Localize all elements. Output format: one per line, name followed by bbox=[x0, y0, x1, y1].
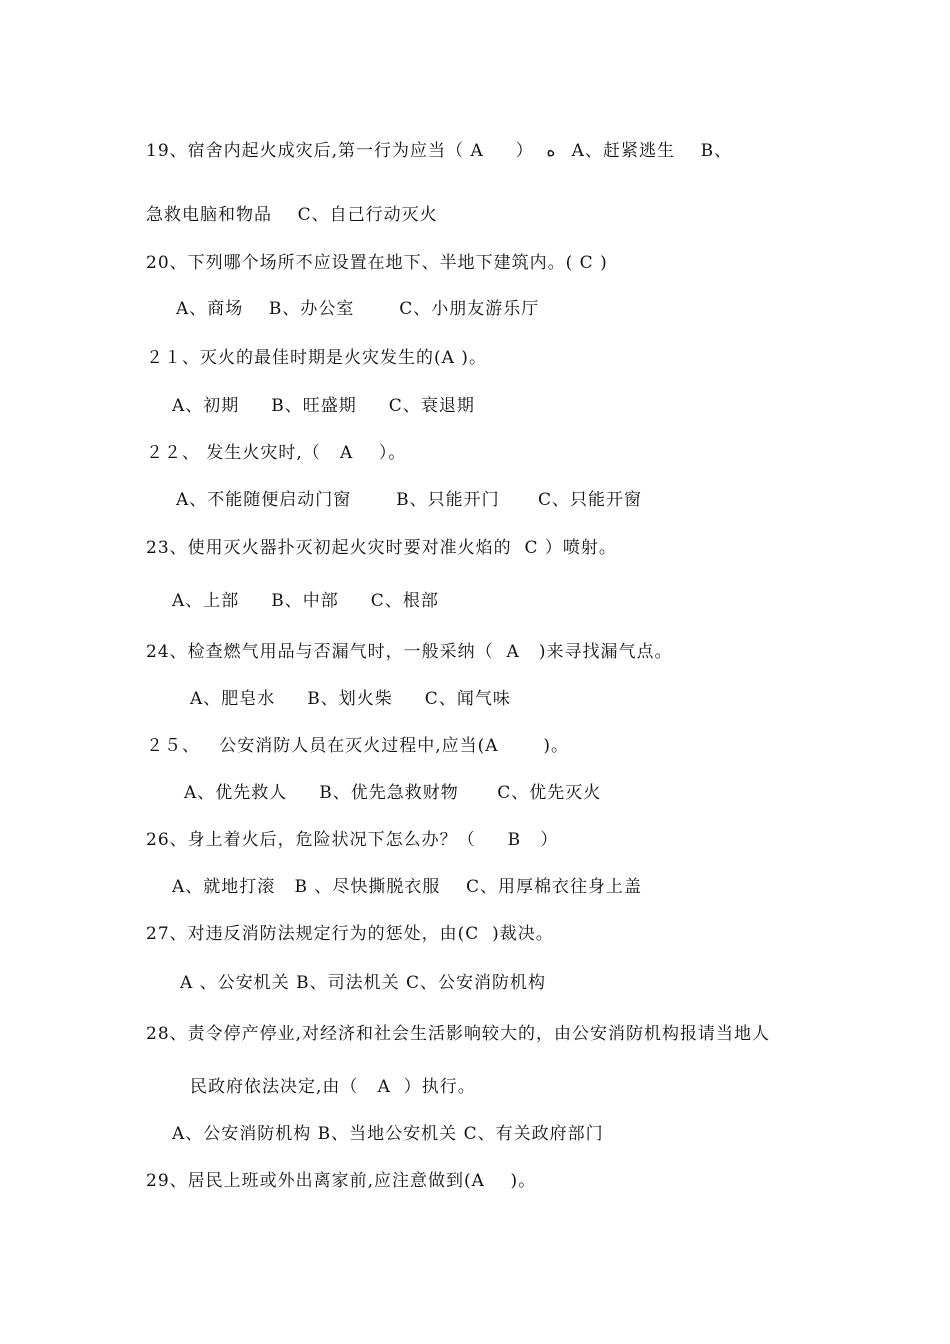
question-28: 28、责令停产停业,对经济和社会生活影响较大的，由公安消防机构报请当地人 bbox=[146, 1024, 771, 1044]
question-26-options: A、就地打滚 B 、尽快撕脱衣服 C、用厚棉衣往身上盖 bbox=[172, 877, 643, 897]
question-28-options: A、公安消防机构 B、当地公安机关 C、有关政府部门 bbox=[172, 1124, 604, 1144]
question-19: 19、宿舍内起火成灾后,第一行为应当（ A ） ه A、赶紧逃生 B、 bbox=[146, 141, 733, 161]
question-22: ２２、 发生火灾时,（ A ）。 bbox=[146, 443, 407, 463]
question-25-options: A、优先救人 B、优先急救财物 C、优先灭火 bbox=[184, 783, 602, 803]
question-28-continued: 民政府依法决定,由（ A ）执行。 bbox=[190, 1077, 476, 1097]
question-20: 20、下列哪个场所不应设置在地下、半地下建筑内。( C ) bbox=[146, 253, 608, 273]
question-24: 24、检查燃气用品与否漏气时，一般采纳（ A )来寻找漏气点。 bbox=[146, 642, 673, 662]
question-24-options: A、肥皂水 B、划火柴 C、闻气味 bbox=[190, 689, 511, 709]
question-19-continued: 急救电脑和物品 C、自己行动灭火 bbox=[146, 205, 438, 225]
question-27-options: A 、公安机关 B、司法机关 C、公安消防机构 bbox=[180, 973, 546, 993]
question-22-options: A、不能随便启动门窗 B、只能开门 C、只能开窗 bbox=[176, 490, 643, 510]
question-26: 26、身上着火后，危险状况下怎么办？（ B ） bbox=[146, 830, 559, 850]
question-21-options: A、初期 B、旺盛期 C、衰退期 bbox=[172, 396, 475, 416]
question-20-options: A、商场 B、办公室 C、小朋友游乐厅 bbox=[176, 299, 540, 319]
question-29: 29、居民上班或外出离家前,应注意做到(A )。 bbox=[146, 1171, 537, 1191]
question-23-options: A、上部 B、中部 C、根部 bbox=[172, 591, 439, 611]
question-27: 27、对违反消防法规定行为的惩处，由(C )裁决。 bbox=[146, 924, 554, 944]
question-21: ２１、灭火的最佳时期是火灾发生的(A )。 bbox=[146, 348, 487, 368]
question-25: ２５、 公安消防人员在灭火过程中,应当(A )。 bbox=[146, 736, 569, 756]
question-23: 23、使用灭火器扑灭初起火灾时要对准火焰的 C ）喷射。 bbox=[146, 538, 617, 558]
